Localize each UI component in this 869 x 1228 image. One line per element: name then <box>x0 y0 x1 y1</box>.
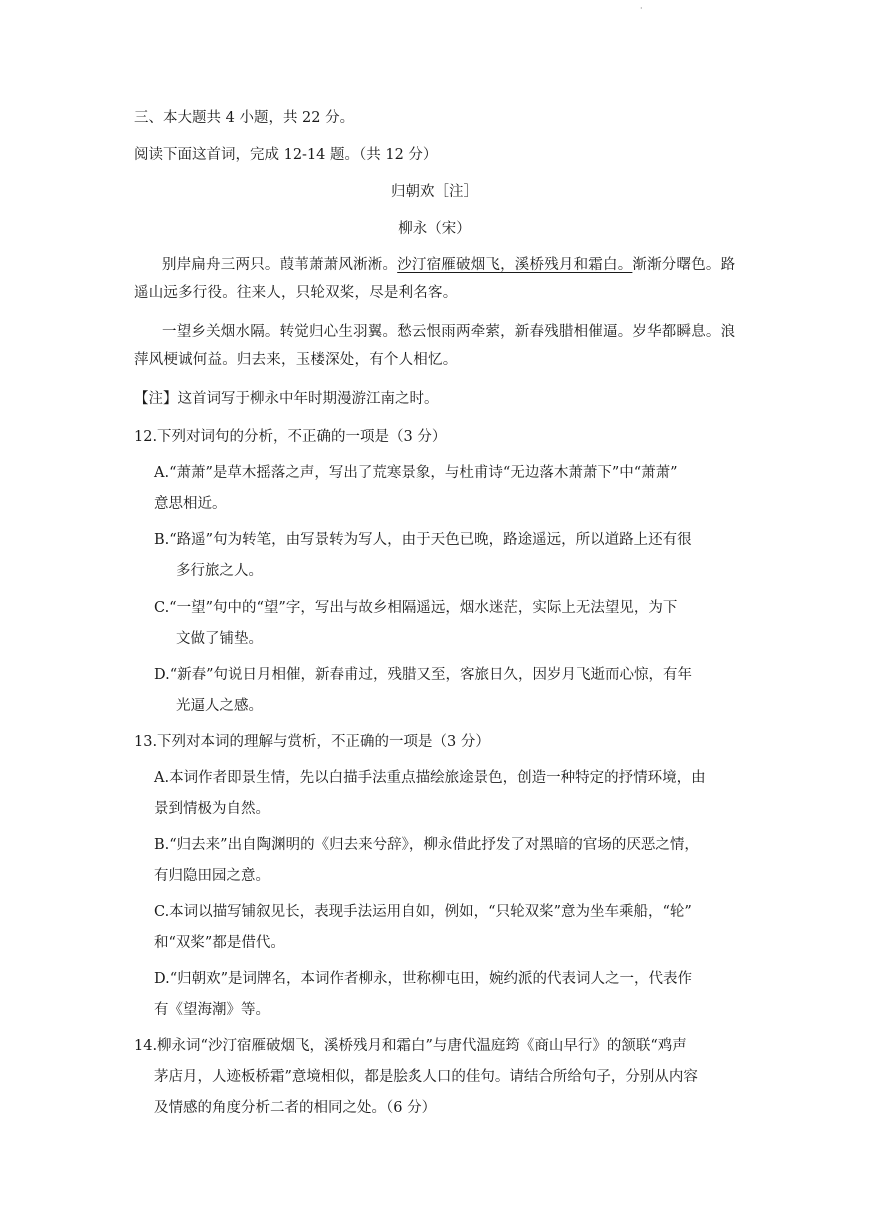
question-14-line-2: 茅店月，人迹板桥霜”意境相似，都是脍炙人口的佳句。请结合所给句子，分别从内容 <box>154 1069 698 1085</box>
poem-stanza-1-a: 别岸扁舟三两只。葭苇萧萧风淅淅。 <box>162 257 398 273</box>
poem-author: 柳永（宋） <box>398 221 471 237</box>
poem-stanza-2: 一望乡关烟水隔。转觉归心生羽翼。愁云恨雨两牵萦，新春残腊相催逼。岁华都瞬息。浪萍风梗诚何益。归去来，玉楼深处，有个人相忆。 <box>134 324 736 368</box>
reading-intro: 阅读下面这首词，完成 12-14 题。（共 12 分） <box>134 147 438 163</box>
poem-title: 归朝欢［注］ <box>391 184 478 200</box>
q12-option-a-cont: 意思相近。 <box>154 496 227 512</box>
q13-option-b-cont: 有归隐田园之意。 <box>154 868 270 884</box>
poem-stanza-1-b: 渐渐分曙色。路遥山远多行役。往来人，只轮双桨，尽是利名客。 <box>134 257 736 301</box>
poem-note: 【注】这首词写于柳永中年时期漫游江南之时。 <box>134 391 439 407</box>
top-mark: · <box>640 4 643 13</box>
q12-option-b: B.“路遥”句为转笔，由写景转为写人，由于天色已晚，路途遥远，所以道路上还有很 <box>154 532 692 548</box>
section-header: 三、本大题共 4 小题，共 22 分。 <box>134 110 355 126</box>
question-14-line-3: 及情感的角度分析二者的相同之处。（6 分） <box>154 1100 437 1116</box>
q13-option-b: B.“归去来”出自陶渊明的《归去来兮辞》，柳永借此抒发了对黑暗的官场的厌恶之情， <box>154 837 699 853</box>
q13-option-d-cont: 有《望海潮》等。 <box>154 1002 270 1018</box>
question-13-stem: 13.下列对本词的理解与赏析，不正确的一项是（3 分） <box>134 734 490 750</box>
q13-option-c-cont: 和“双桨”都是借代。 <box>154 935 285 951</box>
poem-stanza-1 <box>134 251 744 307</box>
q13-option-c: C.本词以描写铺叙见长，表现手法运用自如，例如，“只轮双桨”意为坐车乘船，“轮” <box>154 904 692 920</box>
q12-option-d-cont: 光逼人之感。 <box>176 698 263 714</box>
q12-option-c-cont: 文做了铺垫。 <box>176 631 263 647</box>
underlined-lines: 沙汀宿雁破烟飞，溪桥残月和霜白。 <box>397 257 633 273</box>
q12-option-c: C.“一望”句中的“望”字，写出与故乡相隔遥远，烟水迷茫，实际上无法望见，为下 <box>154 600 678 616</box>
q12-option-b-cont: 多行旅之人。 <box>176 563 263 579</box>
q13-option-a-cont: 景到情极为自然。 <box>154 801 270 817</box>
question-14-line-1: 14.柳永词“沙汀宿雁破烟飞，溪桥残月和霜白”与唐代温庭筠《商山早行》的颔联“鸡声 <box>134 1038 687 1054</box>
q13-option-a: A.本词作者即景生情，先以白描手法重点描绘旅途景色，创造一种特定的抒情环境，由 <box>154 770 706 786</box>
q13-option-d: D.“归朝欢”是词牌名，本词作者柳永，世称柳屯田，婉约派的代表词人之一，代表作 <box>154 971 693 987</box>
question-12-stem: 12.下列对词句的分析，不正确的一项是（3 分） <box>134 429 447 445</box>
q12-option-a: A.“萧萧”是草木摇落之声，写出了荒寒景象，与杜甫诗“无边落木萧萧下”中“萧萧” <box>154 465 678 481</box>
q12-option-d: D.“新春”句说日月相催，新春甫过，残腊又至，客旅日久，因岁月飞逝而心惊，有年 <box>154 667 693 683</box>
